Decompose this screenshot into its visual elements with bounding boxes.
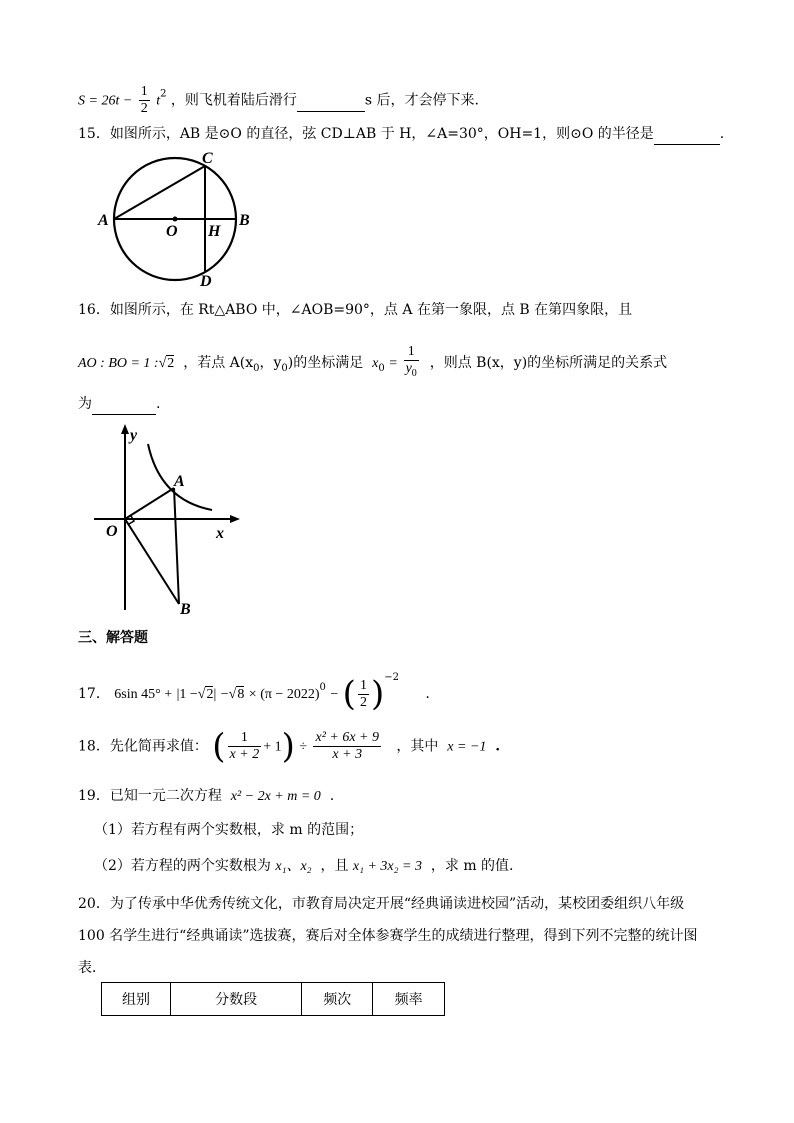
label-a: A (98, 212, 109, 229)
label-x: x (216, 525, 224, 542)
q15-text: 15．如图所示，AB 是⊙O 的直径，弦 CD⊥AB 于 H，∠A=30°，OH=1，则⊙O 的半径是 (78, 126, 654, 142)
q19-part1: （1）若方程有两个实数根，求 m 的范围； (94, 822, 364, 838)
label-o: O (166, 223, 178, 240)
q16-stem-line2: AO : BO = 1 :√2 ，若点 $A(x_0$，$y_0$)的坐标满足 $x_0$ = $\frac{1}{y_0}$ ，则点 B(x，y)的坐标所满足的关系式 (78, 344, 667, 382)
q17: 17． 6sin $45^\circ + |1 -√2| -√8 \times (\pi - 2022)^0$ − ( $\frac{1}{2}$ )$^{-2}$ . (78, 672, 430, 714)
q19-part2: （2）若方程的两个实数根为 x₁、x₂ ，且 x₁ + 3x₂ = 3 ，求 m 的值. (94, 858, 514, 874)
q16-condition: x (372, 356, 379, 371)
q16-ratio: AO : BO = 1 : (78, 356, 159, 371)
q16-cond-fraction: $\frac{1}{y_0}$ (405, 344, 417, 379)
q14-tail: S = 26t − $\frac{1}{2}$ $t^2$ ，则飞机着陆后滑行 s 后，才会停下来. (78, 84, 480, 116)
q14-answer-blank[interactable] (297, 91, 365, 112)
stats-table (101, 982, 445, 1016)
q14-text-b: s 后，才会停下来. (364, 92, 480, 109)
q20-line1: 20．为了传承中华优秀传统文化，市教育局决定开展“经典诵读进校园”活动，某校团委组织八年级 (78, 896, 685, 912)
q20-line3: 表． (78, 960, 106, 976)
label-o: O (106, 523, 118, 540)
table-header-frequency-count: 频次 (302, 983, 373, 1016)
q16-answer-blank[interactable] (92, 394, 156, 415)
table-header-score-range: 分数段 (170, 983, 301, 1016)
q14-text-a: ，则飞机着陆后滑行 (170, 92, 297, 109)
q18: 18．先化简再求值： ( $\frac{1}{x + 2}$ + 1) ÷ $\frac{\text{x² + 6x + 9}}{x + 3}$ ，其中 x = −1 . (78, 726, 501, 767)
table-header-row (102, 983, 445, 1016)
q19-stem: 19．已知一元二次方程 x² − 2x + m = 0 . (78, 788, 335, 804)
label-a: A (174, 473, 185, 490)
q14-fraction: $\frac{1}{2}$ (140, 84, 148, 116)
table-header-frequency-rate: 频率 (373, 983, 445, 1016)
table-header-group: 组别 (102, 983, 171, 1016)
label-y: y (130, 427, 138, 444)
label-b: B (239, 212, 250, 229)
label-b: B (180, 601, 191, 617)
q15-figure (96, 148, 266, 288)
q16-stem-line1: 16．如图所示，在 Rt△ABO 中，∠AOB=90°，点 A 在第一象限，点 B 在第四象限，且 (78, 302, 633, 318)
q15-stem: 15．如图所示，AB 是⊙O 的直径，弦 CD⊥AB 于 H，∠A=30°，OH=1，则⊙O 的半径是 . (78, 124, 724, 145)
q15-answer-blank[interactable] (654, 124, 720, 145)
q16-figure (90, 422, 250, 617)
q14-formula-rhs: t (156, 93, 161, 109)
section-heading: 三、解答题 (78, 630, 148, 646)
label-d: D (200, 273, 212, 288)
q14-formula-lhs: S = 26t − (78, 93, 133, 109)
q20-line2: 100 名学生进行“经典诵读”选拔赛，赛后对全体参赛学生的成绩进行整理，得到下列不完整的统计图 (78, 928, 698, 944)
q16-stem-line3: 为 . (78, 394, 160, 415)
label-h: H (208, 223, 221, 240)
label-c: C (202, 150, 213, 167)
